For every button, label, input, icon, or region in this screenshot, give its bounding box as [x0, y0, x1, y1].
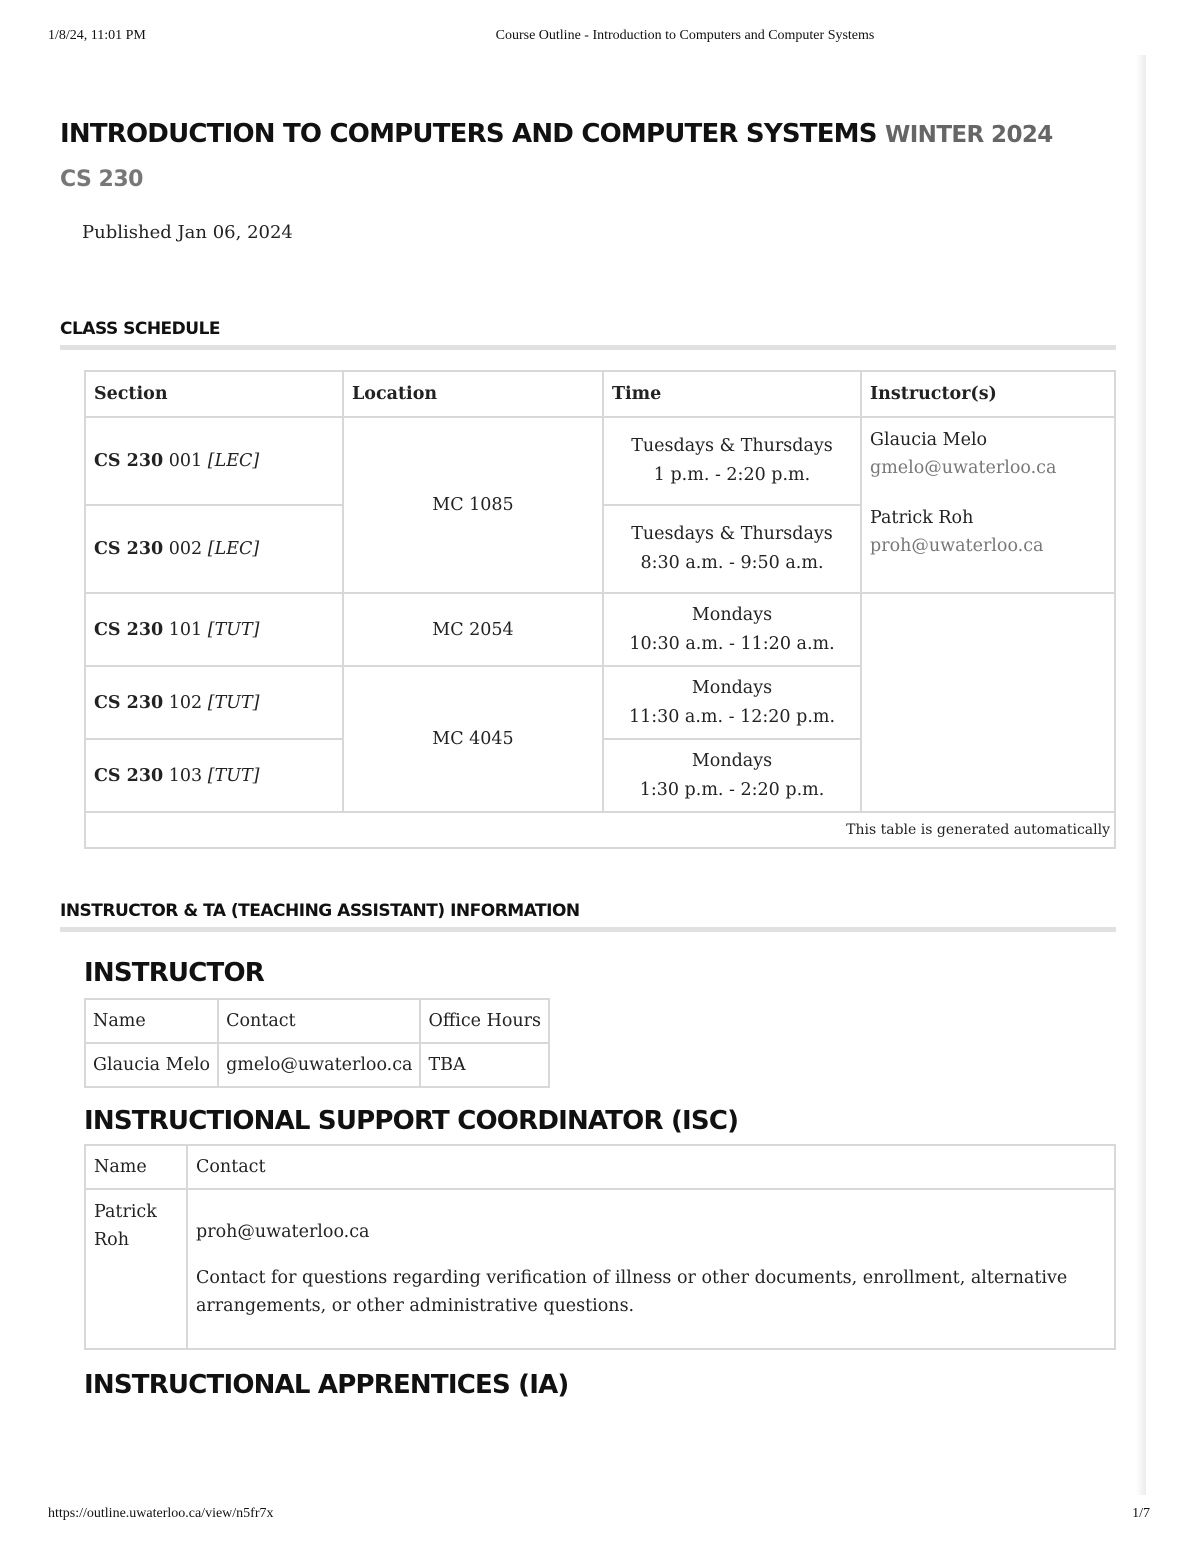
time-days: Mondays: [691, 750, 773, 771]
print-doc-title: Course Outline - Introduction to Computers and Computer Systems: [495, 28, 875, 43]
time-days: Tuesdays & Thursdays: [631, 436, 833, 456]
isc-name: Patrick Roh: [85, 1189, 187, 1349]
table-row: [85, 1043, 549, 1087]
section-type: [LEC]: [207, 451, 260, 471]
table-row: [85, 1189, 1115, 1349]
section-number: 101: [168, 619, 203, 640]
ia-subheading: INSTRUCTIONAL APPRENTICES (IA): [84, 1370, 569, 1400]
instructor-office-hours: TBA: [420, 1043, 549, 1087]
instructor-table: [84, 998, 550, 1088]
print-page-number: 1/7: [1132, 1506, 1150, 1521]
section-cell: [85, 739, 343, 812]
col-header-contact: Contact: [187, 1145, 1115, 1189]
print-header: [0, 28, 1200, 48]
section-number: 002: [168, 539, 203, 559]
table-row: [85, 417, 1115, 505]
instructor-entry: [870, 504, 1106, 560]
course-code-label: CS 230: [94, 619, 164, 640]
section-type: [TUT]: [207, 765, 260, 786]
instructor-contact[interactable]: gmelo@uwaterloo.ca: [218, 1043, 420, 1087]
location-cell: MC 1085: [343, 417, 603, 593]
section-cell: [85, 505, 343, 593]
class-schedule-heading: CLASS SCHEDULE: [60, 319, 1116, 350]
table-footnote: This table is generated automatically: [85, 812, 1115, 848]
section-number: 103: [168, 765, 203, 786]
section-cell: [85, 417, 343, 505]
instructor-name: Patrick Roh: [870, 508, 974, 528]
instructor-subheading: INSTRUCTOR: [84, 958, 264, 988]
course-code-label: CS 230: [94, 765, 164, 786]
isc-note: Contact for questions regarding verification of illness or other documents, enrollment, alternative arrangements, or other administrative questions.: [196, 1268, 1068, 1316]
print-footer: [0, 1506, 1200, 1526]
time-days: Mondays: [691, 604, 773, 625]
location-cell: MC 2054: [343, 593, 603, 666]
time-cell: [603, 739, 861, 812]
table-header-row: [85, 371, 1115, 417]
course-title: INTRODUCTION TO COMPUTERS AND COMPUTER SYSTEMS: [60, 119, 877, 149]
instructor-name: Glaucia Melo: [85, 1043, 218, 1087]
print-url[interactable]: https://outline.uwaterloo.ca/view/n5fr7x: [48, 1506, 274, 1521]
section-type: [TUT]: [207, 619, 260, 640]
isc-email[interactable]: proh@uwaterloo.ca: [196, 1222, 370, 1242]
table-header-row: [85, 1145, 1115, 1189]
time-range: 11:30 a.m. - 12:20 p.m.: [628, 706, 836, 727]
course-code-label: CS 230: [94, 451, 164, 471]
time-cell: [603, 417, 861, 505]
print-datetime: 1/8/24, 11:01 PM: [48, 28, 146, 43]
table-footnote-row: [85, 812, 1115, 848]
time-cell: [603, 505, 861, 593]
col-header-contact: Contact: [218, 999, 420, 1043]
time-range: 8:30 a.m. - 9:50 a.m.: [640, 553, 824, 573]
section-type: [TUT]: [207, 692, 260, 713]
table-header-row: [85, 999, 549, 1043]
instructor-email[interactable]: gmelo@uwaterloo.ca: [870, 458, 1057, 478]
section-type: [LEC]: [207, 539, 260, 559]
course-code-label: CS 230: [94, 692, 164, 713]
course-code-label: CS 230: [94, 539, 164, 559]
col-header-instructors: Instructor(s): [861, 371, 1115, 417]
isc-table: [84, 1144, 1116, 1350]
time-range: 10:30 a.m. - 11:20 a.m.: [629, 633, 835, 654]
time-cell: [603, 593, 861, 666]
time-days: Tuesdays & Thursdays: [631, 524, 833, 544]
section-number: 001: [168, 451, 203, 471]
course-code: CS 230: [60, 167, 143, 192]
instructor-name: Glaucia Melo: [870, 430, 988, 450]
time-days: Mondays: [691, 677, 773, 698]
time-cell: [603, 666, 861, 739]
section-cell: [85, 666, 343, 739]
instructor-email[interactable]: proh@uwaterloo.ca: [870, 536, 1044, 556]
section-cell: [85, 593, 343, 666]
page-title: [60, 112, 1116, 157]
instructor-ta-heading: INSTRUCTOR & TA (TEACHING ASSISTANT) INFORMATION: [60, 901, 1116, 932]
isc-subheading: INSTRUCTIONAL SUPPORT COORDINATOR (ISC): [84, 1106, 739, 1136]
col-header-section: Section: [85, 371, 343, 417]
col-header-office-hours: Office Hours: [420, 999, 549, 1043]
isc-contact-cell: [187, 1189, 1115, 1349]
instructor-entry: [870, 426, 1106, 482]
location-cell: MC 4045: [343, 666, 603, 812]
time-range: 1:30 p.m. - 2:20 p.m.: [639, 779, 825, 800]
published-date: Published Jan 06, 2024: [82, 222, 293, 243]
course-term: WINTER 2024: [884, 122, 1053, 148]
col-header-time: Time: [603, 371, 861, 417]
instructors-cell-empty: [861, 593, 1115, 812]
instructors-cell: [861, 417, 1115, 593]
course-outline-page: [60, 112, 1116, 1400]
col-header-location: Location: [343, 371, 603, 417]
col-header-name: Name: [85, 1145, 187, 1189]
page-edge-shadow: [1136, 55, 1146, 1495]
section-number: 102: [168, 692, 203, 713]
class-schedule-table: [84, 370, 1116, 849]
col-header-name: Name: [85, 999, 218, 1043]
table-row: [85, 593, 1115, 666]
time-range: 1 p.m. - 2:20 p.m.: [653, 465, 811, 485]
